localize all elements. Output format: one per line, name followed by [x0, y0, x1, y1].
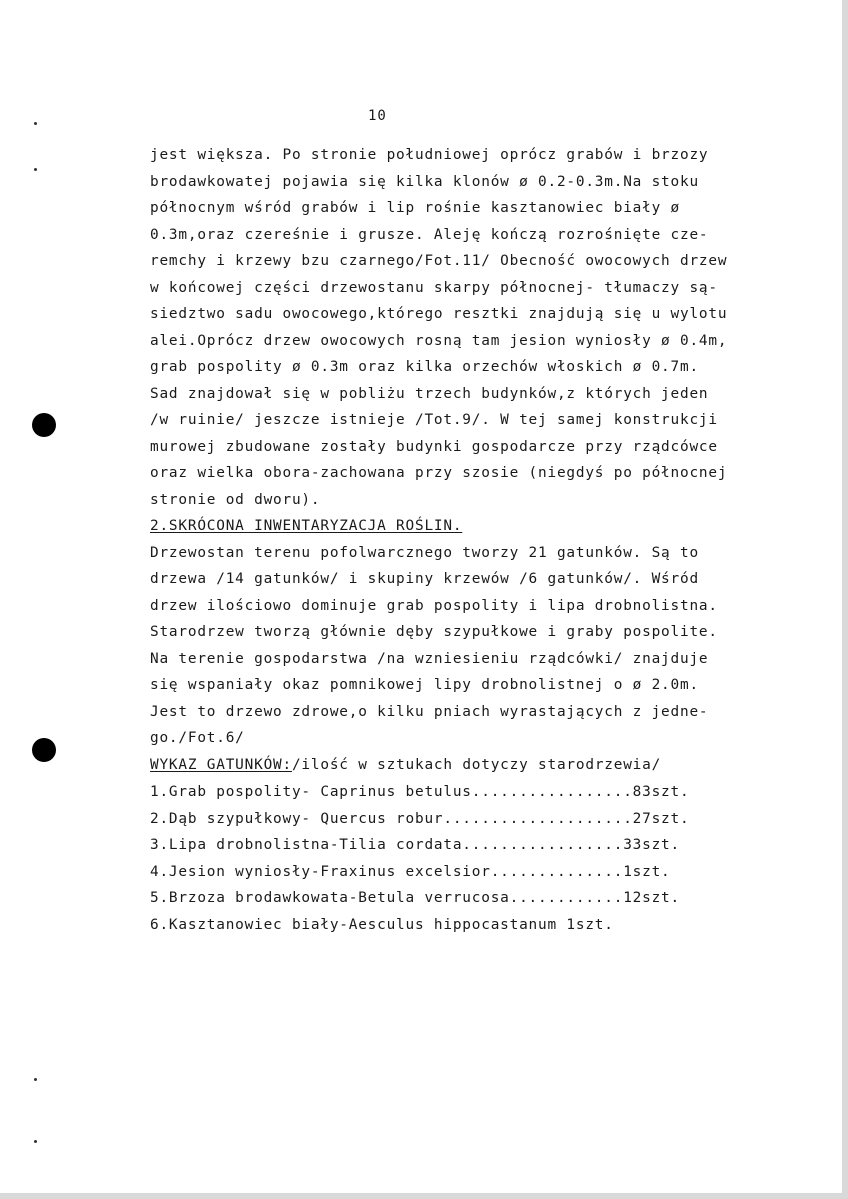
- text-line: alei.Oprócz drzew owocowych rosną tam jesion wyniosły ø 0.4m,: [150, 332, 728, 349]
- species-item: 2.Dąb szypułkowy- Quercus robur....................27szt.: [150, 810, 690, 827]
- text-line: stronie od dworu).: [150, 491, 321, 508]
- text-line: go./Fot.6/: [150, 730, 245, 746]
- text-line: murowej zbudowane zostały budynki gospodarcze przy rządcówce: [150, 438, 718, 455]
- margin-dot: [34, 168, 37, 171]
- species-item: 4.Jesion wyniosły-Fraxinus excelsior..............1szt.: [150, 863, 671, 880]
- species-item: 5.Brzoza brodawkowata-Betula verrucosa............12szt.: [150, 890, 680, 906]
- species-item: 6.Kasztanowiec biały-Aesculus hippocastanum 1szt.: [150, 916, 614, 933]
- species-list-note: /ilość w sztukach dotyczy starodrzewia/: [291, 756, 662, 773]
- page-number: 10: [368, 108, 387, 124]
- text-line: oraz wielka obora-zachowana przy szosie (niegdyś po północnej: [150, 465, 728, 481]
- margin-dot: [34, 1140, 37, 1143]
- text-line: 0.3m,oraz czereśnie i grusze. Aleję kończą rozrośnięte cze-: [150, 226, 709, 243]
- document-body: [150, 142, 790, 938]
- text-line: Na terenie gospodarstwa /na wzniesieniu rządcówki/ znajduje: [150, 650, 709, 667]
- margin-dot: [34, 122, 37, 125]
- text-line: grab pospolity ø 0.3m oraz kilka orzechów włoskich ø 0.7m.: [150, 359, 699, 375]
- text-line: Drzewostan terenu pofolwarcznego tworzy 21 gatunków. Są to: [150, 544, 699, 561]
- species-list-heading: [150, 752, 790, 779]
- margin-dot: [34, 1078, 37, 1081]
- text-line: Starodrzew tworzą głównie dęby szypułkowe i graby pospolite.: [150, 624, 718, 640]
- text-line: drzewa /14 gatunków/ i skupiny krzewów /6 gatunków/. Wśród: [150, 571, 699, 587]
- species-item: 3.Lipa drobnolistna-Tilia cordata.................33szt.: [150, 837, 680, 853]
- text-line: się wspaniały okaz pomnikowej lipy drobnolistnej o ø 2.0m.: [150, 677, 699, 693]
- species-list-label: WYKAZ GATUNKÓW:: [150, 756, 292, 773]
- binder-hole-top: [32, 413, 56, 437]
- text-line: siedztwo sadu owocowego,którego resztki znajdują się u wylotu: [150, 306, 728, 322]
- section-heading: 2.SKRÓCONA INWENTARYZACJA ROŚLIN.: [150, 518, 463, 534]
- text-line: w końcowej części drzewostanu skarpy północnej- tłumaczy są-: [150, 279, 718, 296]
- text-line: Sad znajdował się w pobliżu trzech budynków,z których jeden: [150, 385, 709, 402]
- text-line: północnym wśród grabów i lip rośnie kasztanowiec biały ø: [150, 200, 680, 216]
- text-line: Jest to drzewo zdrowe,o kilku pniach wyrastających z jedne-: [150, 703, 709, 720]
- text-line: remchy i krzewy bzu czarnego/Fot.11/ Obecność owocowych drzew: [150, 253, 728, 269]
- text-line: /w ruinie/ jeszcze istnieje /Tot.9/. W tej samej konstrukcji: [150, 412, 718, 428]
- species-item: 1.Grab pospolity- Caprinus betulus.................83szt.: [150, 784, 690, 800]
- text-line: drzew ilościowo dominuje grab pospolity i lipa drobnolistna.: [150, 597, 718, 614]
- text-line: jest większa. Po stronie południowej oprócz grabów i brzozy: [150, 147, 709, 163]
- text-line: brodawkowatej pojawia się kilka klonów ø 0.2-0.3m.Na stoku: [150, 173, 699, 190]
- binder-hole-bottom: [32, 738, 56, 762]
